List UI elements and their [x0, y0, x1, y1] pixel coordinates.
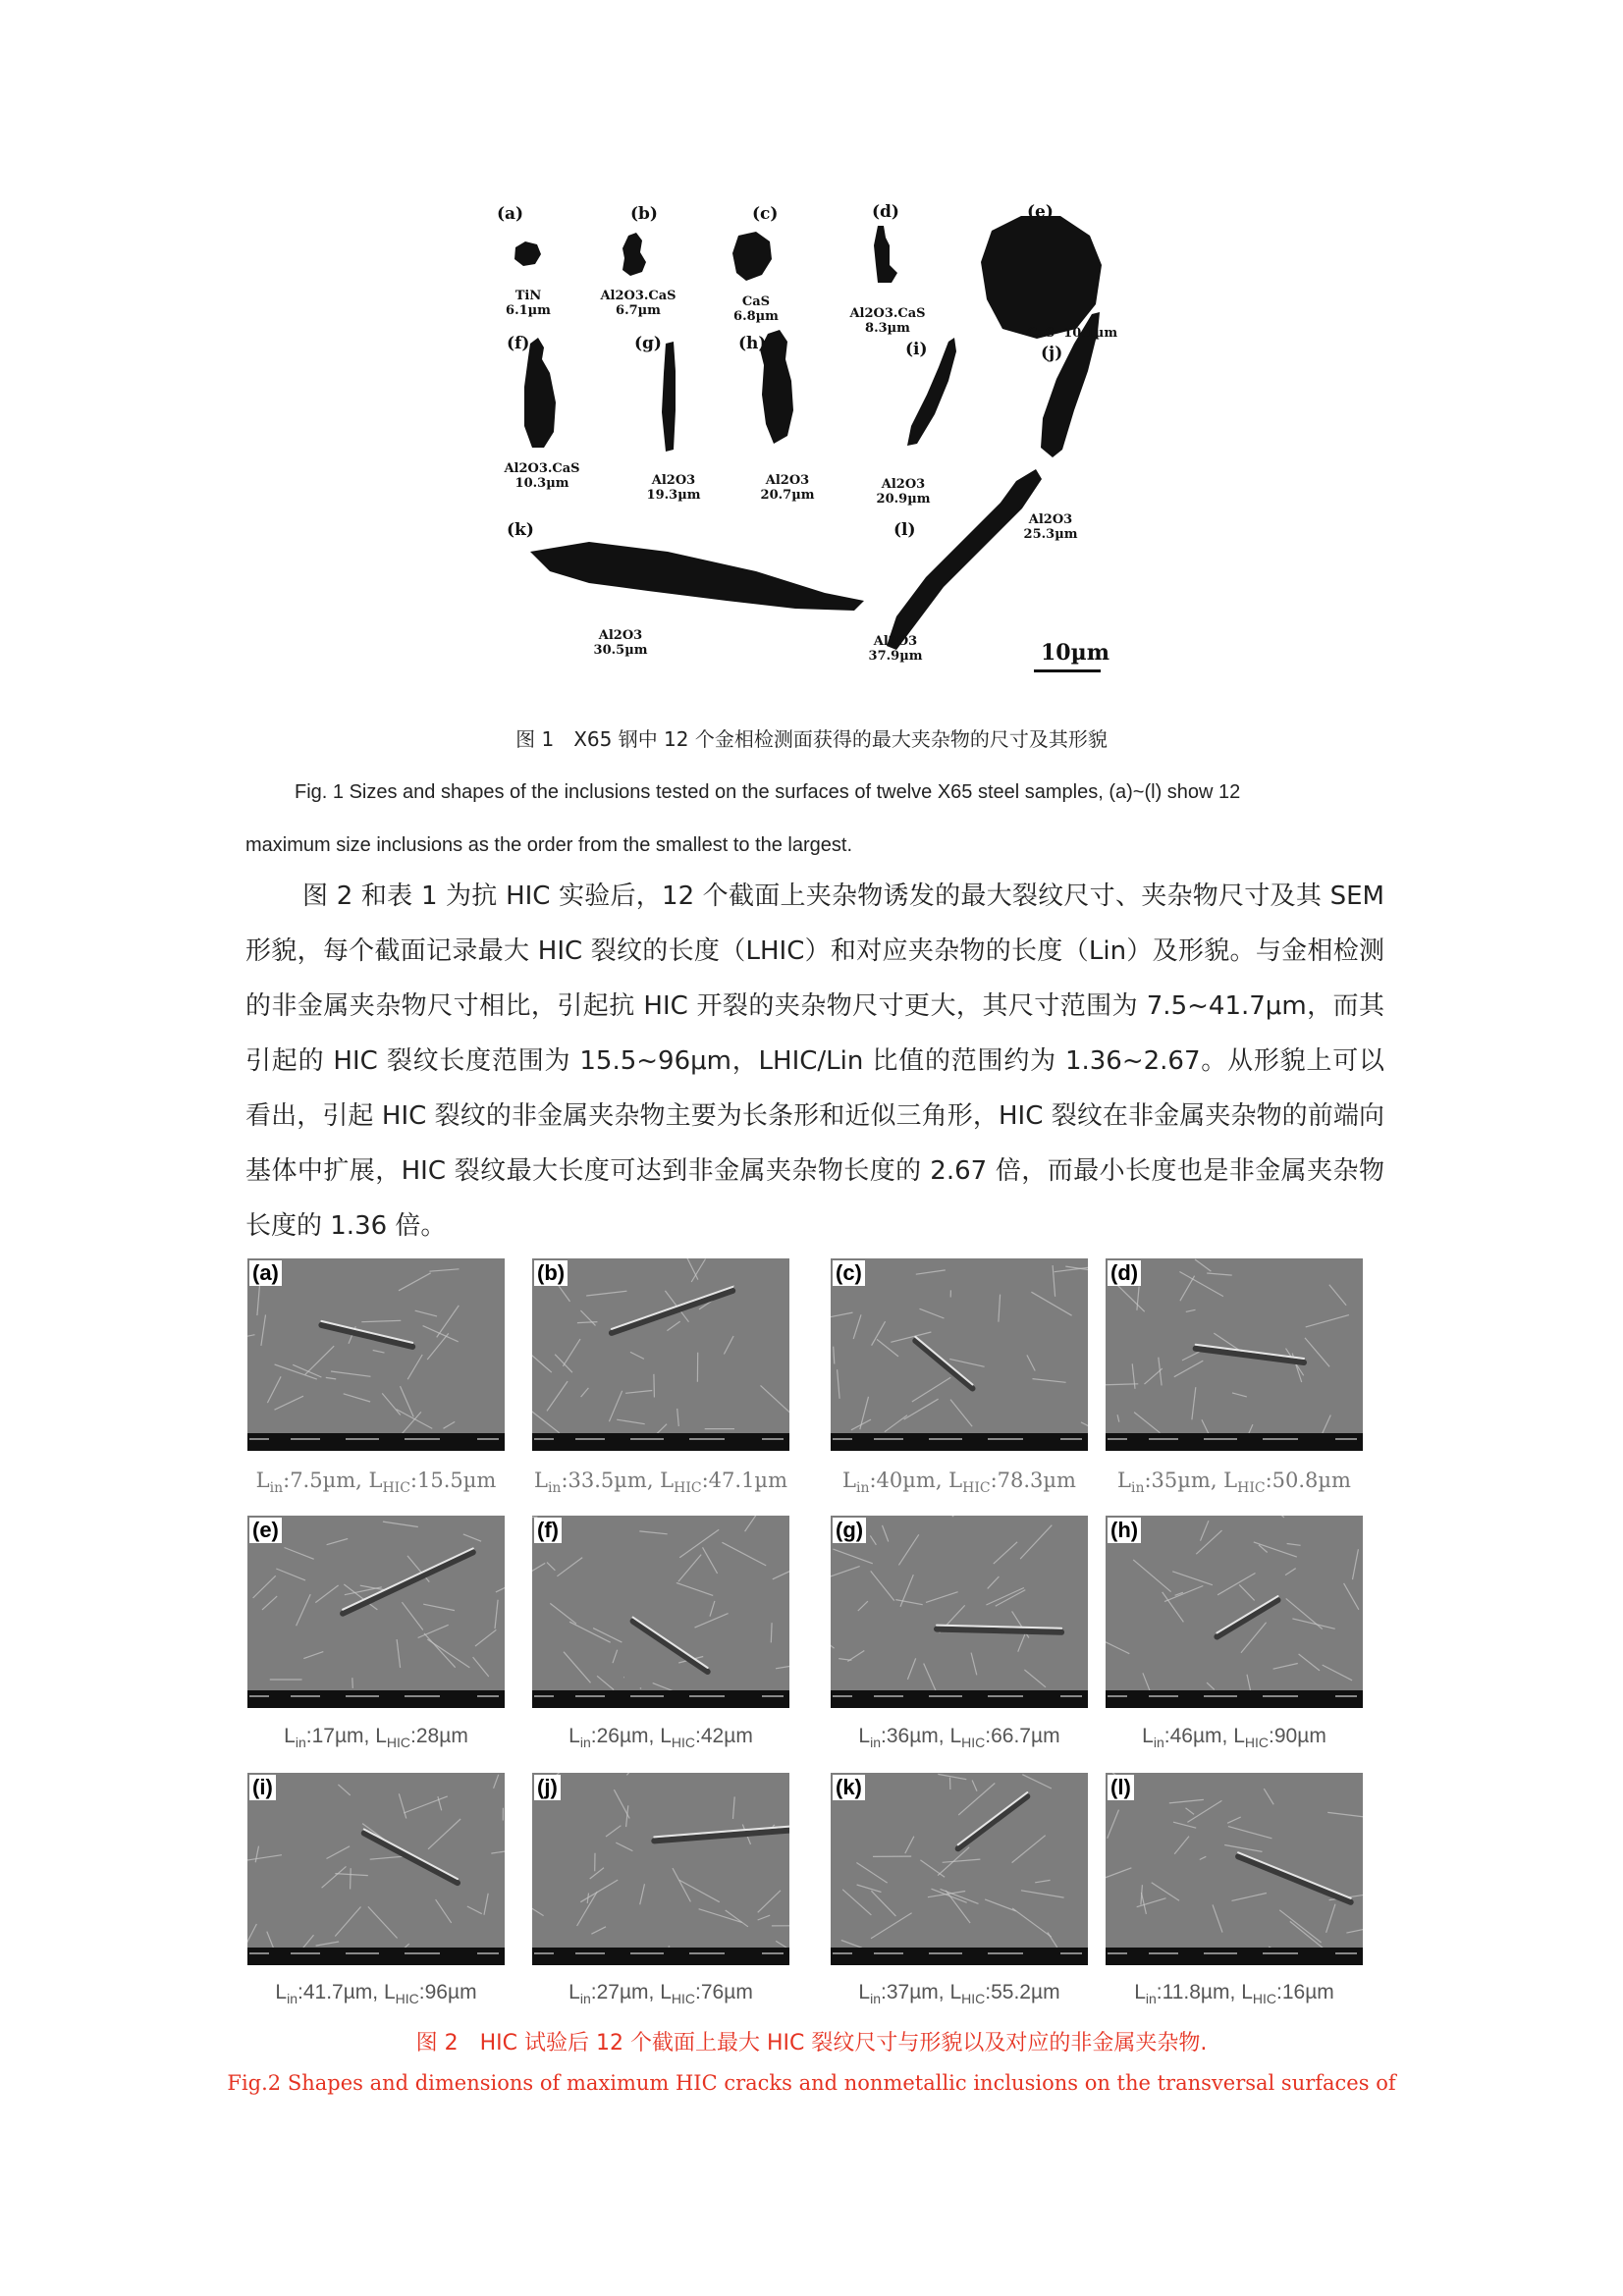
- figure-1-caption-en: Fig. 1 Sizes and shapes of the inclusions tested on the surfaces of twelve X65 steel samples, (a)~(l) show 12 maximum size inclusions as the order from the smallest to the largest.: [245, 781, 1241, 856]
- sem-info-bar: [247, 1433, 505, 1451]
- sem-caption-c: $L_{in}:40\mu m$, $L_{HIC}:78.3\mu m$: [842, 1468, 1076, 1497]
- sem-panel-label: (a): [249, 1260, 282, 1286]
- micrograph: [532, 1258, 789, 1451]
- sem-panel-label: (i): [249, 1775, 276, 1800]
- sem-caption-d: $L_{in}:35\mu m$, $L_{HIC}:50.8\mu m$: [1117, 1468, 1351, 1497]
- inclusion-b: [622, 233, 646, 276]
- figure-2-caption-en: Fig.2 Shapes and dimensions of maximum HIC cracks and nonmetallic inclusions on the transversal surfaces of: [227, 2071, 1396, 2095]
- sem-info-bar: [1106, 1433, 1363, 1451]
- sem-panel-label: (c): [833, 1260, 865, 1286]
- micrograph: [1106, 1258, 1363, 1451]
- sem-image-g: [831, 1516, 1088, 1708]
- sem-caption-k: $L_{in}:37\mu m$, $L_{HIC}:55.2\mu m$: [858, 1981, 1060, 2007]
- sem-info-bar: [532, 1690, 789, 1708]
- sem-info-bar: [831, 1433, 1088, 1451]
- sem-caption-g: $L_{in}:36\mu m$, $L_{HIC}:66.7\mu m$: [858, 1725, 1060, 1751]
- sem-image-j: [532, 1773, 789, 1965]
- fig1-caption-l: Al2O3 37.9µm: [868, 634, 923, 664]
- figure-1-caption-cn: 图 1 X65 钢中 12 个金相检测面获得的最大夹杂物的尺寸及其形貌: [515, 727, 1108, 751]
- inclusion-e: [981, 216, 1102, 339]
- body-paragraph: [245, 869, 1384, 1254]
- sem-image-f: [532, 1516, 789, 1708]
- micrograph: [831, 1258, 1088, 1451]
- sem-info-bar: [247, 1690, 505, 1708]
- sem-info-bar: [831, 1690, 1088, 1708]
- micrograph: [247, 1516, 505, 1708]
- sem-caption-e: $L_{in}:17\mu m$, $L_{HIC}:28\mu m$: [284, 1725, 468, 1751]
- sem-panel-label: (g): [833, 1518, 866, 1543]
- sem-caption-i: $L_{in}:41.7\mu m$, $L_{HIC}:96\mu m$: [275, 1981, 477, 2007]
- inclusion-c: [732, 232, 772, 281]
- fig1-panel-i-label: (i): [905, 340, 928, 359]
- fig1-caption-c: CaS 6.8µm: [733, 294, 779, 324]
- sem-caption-j: $L_{in}:27\mu m$, $L_{HIC}:76\mu m$: [568, 1981, 753, 2007]
- sem-panel-label: (d): [1108, 1260, 1141, 1286]
- inclusion-a: [514, 241, 541, 266]
- sem-image-i: [247, 1773, 505, 1965]
- micrograph: [831, 1516, 1088, 1708]
- micrograph: [532, 1773, 789, 1965]
- paragraph-text: 图 2 和表 1 为抗 HIC 实验后，12 个截面上夹杂物诱发的最大裂纹尺寸、夹杂物尺寸及其 SEM 形貌，每个截面记录最大 HIC 裂纹的长度（LHIC）和对应夹杂物的长度（Lin）及形貌。与金相检测的非金属夹杂物尺寸相比，引起抗 HIC 开裂的夹杂物尺寸更大，其尺寸范围为 7.5~41.7μm，而其引起的 HIC 裂纹长度范围为 15.5~96μm，LHIC/Lin 比值的范围约为 1.36~2.67。从形貌上可以看出，引起 HIC 裂纹的非金属夹杂物主要为长条形和近似三角形，HIC 裂纹在非金属夹杂物的前端向基体中扩展，HIC 裂纹最大长度可达到非金属夹杂物长度的 2.67 倍，而最小长度也是非金属夹杂物长度的 1.36 倍。: [245, 881, 1384, 1241]
- fig1-caption-k: Al2O3 30.5µm: [593, 628, 648, 658]
- micrograph: [1106, 1516, 1363, 1708]
- sem-image-a: [247, 1258, 505, 1451]
- fig1-panel-k-label: (k): [507, 520, 534, 540]
- fig1-caption-b: Al2O3.CaS 6.7µm: [600, 289, 676, 318]
- sem-image-e: [247, 1516, 505, 1708]
- sem-caption-f: $L_{in}:26\mu m$, $L_{HIC}:42\mu m$: [568, 1725, 753, 1751]
- sem-panel-label: (l): [1108, 1775, 1134, 1800]
- fig1-caption-g: Al2O3 19.3µm: [646, 473, 701, 503]
- micrograph: [532, 1516, 789, 1708]
- sem-image-h: [1106, 1516, 1363, 1708]
- fig1-panel-f-label: (f): [507, 334, 530, 353]
- fig1-caption-f: Al2O3.CaS 10.3µm: [504, 461, 580, 491]
- fig1-caption-e: CaS 10.1µm: [1026, 326, 1118, 341]
- sem-panel-label: (k): [833, 1775, 865, 1800]
- sem-image-k: [831, 1773, 1088, 1965]
- inclusion-g: [662, 342, 676, 452]
- sem-info-bar: [247, 1948, 505, 1965]
- fig1-caption-h: Al2O3 20.7µm: [760, 473, 815, 503]
- sem-panel-label: (f): [534, 1518, 562, 1543]
- sem-panel-label: (j): [534, 1775, 561, 1800]
- sem-image-c: [831, 1258, 1088, 1451]
- sem-panel-label: (h): [1108, 1518, 1141, 1543]
- sem-image-b: [532, 1258, 789, 1451]
- sem-caption-h: $L_{in}:46\mu m$, $L_{HIC}:90\mu m$: [1142, 1725, 1326, 1751]
- sem-info-bar: [1106, 1690, 1363, 1708]
- micrograph: [247, 1258, 505, 1451]
- scale-bar-label: 10µm: [1041, 640, 1109, 666]
- micrograph: [831, 1773, 1088, 1965]
- fig1-panel-h-label: (h): [738, 334, 767, 353]
- inclusion-k: [530, 542, 864, 611]
- fig1-caption-a: TiN 6.1µm: [506, 289, 551, 318]
- sem-caption-b: $L_{in}:33.5\mu m$, $L_{HIC}:47.1\mu m$: [533, 1468, 787, 1497]
- sem-caption-l: $L_{in}:11.8\mu m$, $L_{HIC}:16\mu m$: [1134, 1981, 1334, 2007]
- micrograph: [1106, 1773, 1363, 1965]
- sem-image-d: [1106, 1258, 1363, 1451]
- sem-info-bar: [532, 1948, 789, 1965]
- sem-info-bar: [532, 1433, 789, 1451]
- figure-2-caption-cn: 图 2 HIC 试验后 12 个截面上最大 HIC 裂纹尺寸与形貌以及对应的非金属夹杂物.: [415, 2031, 1208, 2056]
- sem-info-bar: [831, 1948, 1088, 1965]
- fig1-panel-a-label: (a): [497, 204, 524, 224]
- inclusion-shapes: [481, 187, 1149, 687]
- fig1-panel-e-label: (e): [1027, 202, 1054, 222]
- sem-panel-label: (b): [534, 1260, 568, 1286]
- sem-caption-a: $L_{in}:7.5\mu m$, $L_{HIC}:15.5\mu m$: [255, 1468, 497, 1497]
- sem-image-l: [1106, 1773, 1363, 1965]
- figure-1: [481, 187, 1149, 687]
- fig1-panel-l-label: (l): [893, 520, 916, 540]
- micrograph: [247, 1773, 505, 1965]
- scale-bar: [1034, 669, 1101, 672]
- fig1-panel-j-label: (j): [1041, 344, 1063, 363]
- fig1-panel-d-label: (d): [872, 202, 899, 222]
- sem-info-bar: [1106, 1948, 1363, 1965]
- sem-panel-label: (e): [249, 1518, 282, 1543]
- fig1-caption-d: Al2O3.CaS 8.3µm: [849, 306, 926, 336]
- fig1-caption-i: Al2O3 20.9µm: [876, 477, 931, 507]
- fig1-panel-c-label: (c): [752, 204, 779, 224]
- fig1-panel-g-label: (g): [634, 334, 662, 353]
- inclusion-d: [874, 226, 897, 283]
- inclusion-f: [524, 338, 556, 448]
- fig1-caption-j: Al2O3 25.3µm: [1023, 512, 1078, 542]
- fig1-panel-b-label: (b): [630, 204, 658, 224]
